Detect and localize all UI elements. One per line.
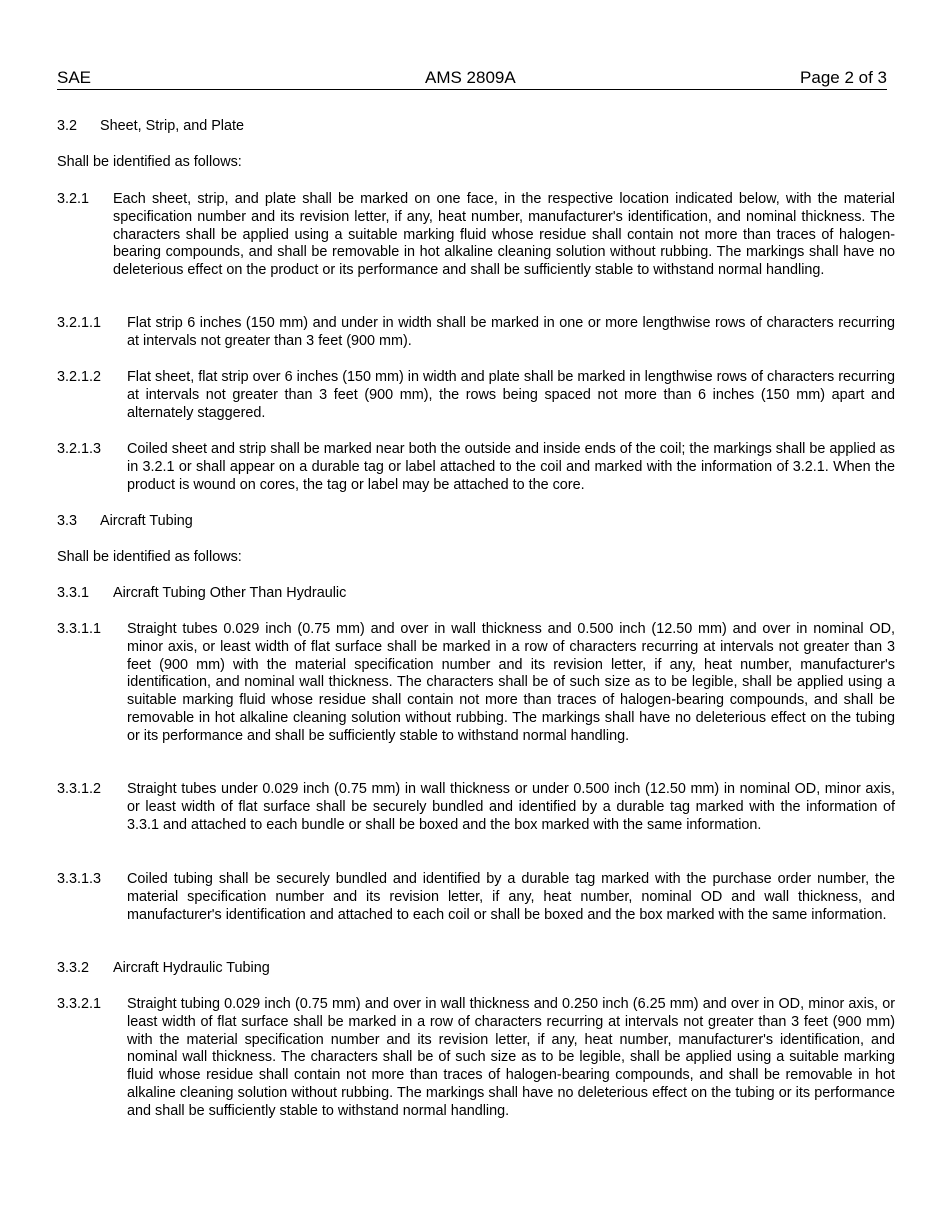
- section-title: Sheet, Strip, and Plate: [100, 118, 244, 134]
- section-heading-3-3: [57, 513, 895, 531]
- paragraph-text: Each sheet, strip, and plate shall be marked on one face, in the respective location indicated below, with the material specification number and its revision letter, if any, heat number, manufacturer's identification, and nominal thickness. The characters shall be applied using a suitable marking fluid whose residue shall contain not more than traces of halogen-bearing compounds, and shall be removable in hot alkaline cleaning solution without rubbing. The markings shall have no deleterious effect on the product or its performance and shall be sufficiently stable to withstand normal handling.: [113, 191, 895, 279]
- paragraph-number: 3.3.1.1: [57, 621, 102, 637]
- paragraph-text: Straight tubes under 0.029 inch (0.75 mm) in wall thickness or under 0.500 inch (12.50 mm) in nominal OD, minor axis, or least width of flat surface shall be securely bundled and identified by a durable tag marked with the information of 3.3.1 and attached to each bundle or shall be boxed and the box marked with the same information.: [127, 781, 895, 833]
- paragraph-3-3-1-2: [57, 781, 895, 834]
- paragraph-text: Shall be identified as follows:: [57, 154, 242, 170]
- paragraph-number: 3.2.1.3: [57, 441, 102, 457]
- paragraph-number: 3.3.1.3: [57, 871, 102, 887]
- paragraph-text: Shall be identified as follows:: [57, 549, 242, 565]
- paragraph-3-3-1-1: [57, 621, 895, 746]
- paragraph-text: Coiled sheet and strip shall be marked near both the outside and inside ends of the coil; the markings shall be applied as in 3.2.1 or shall appear on a durable tag or label attached to the coil and marked with the information of 3.2.1. When the product is wound on cores, the tag or label may be attached to the core.: [127, 441, 895, 493]
- section-number: 3.3.2: [57, 960, 90, 976]
- paragraph-intro: [57, 154, 895, 172]
- paragraph-intro: [57, 549, 895, 567]
- header-page-number: Page 2 of 3: [800, 68, 887, 87]
- paragraph-number: 3.2.1.1: [57, 315, 102, 331]
- section-number: 3.3: [57, 513, 78, 529]
- section-number: 3.2: [57, 118, 78, 134]
- page-header: [57, 68, 887, 90]
- section-number: 3.3.1: [57, 585, 90, 601]
- paragraph-text: Coiled tubing shall be securely bundled and identified by a durable tag marked with the purchase order number, the material specification number and its revision letter, if any, heat number, nominal OD and wall thickness, and manufacturer's identification and attached to each coil or shall be boxed and the box marked with the same information.: [127, 871, 895, 923]
- paragraph-number: 3.2.1: [57, 191, 90, 207]
- section-heading-3-2: [57, 118, 895, 136]
- paragraph-3-2-1-3: [57, 441, 895, 494]
- paragraph-text: Flat sheet, flat strip over 6 inches (150 mm) in width and plate shall be marked in lengthwise rows of characters recurring at intervals not greater than 3 feet (900 mm), the rows being spaced not more than 6 inches (150 mm) apart and alternately staggered.: [127, 369, 895, 421]
- section-heading-3-3-2: [57, 960, 895, 978]
- paragraph-text: Straight tubing 0.029 inch (0.75 mm) and over in wall thickness and 0.250 inch (6.25 mm) and over in OD, minor axis, or least width of flat surface shall be marked in a row of characters recurring at intervals not greater than 3 feet (900 mm) with the material specification number and its revision letter, if any, heat number, manufacturer's identification, and nominal wall thickness. The characters shall be of such size as to be legible, shall be applied using a suitable marking fluid whose residue shall contain not more than traces of halogen-bearing compounds, and shall be removable in hot alkaline cleaning solution without rubbing. The markings shall have no deleterious effect on the tubing or its performance and shall be sufficiently stable to withstand normal handling.: [127, 996, 895, 1119]
- paragraph-3-3-1-3: [57, 871, 895, 924]
- paragraph-number: 3.3.1.2: [57, 781, 102, 797]
- paragraph-3-3-2-1: [57, 996, 895, 1121]
- paragraph-number: 3.3.2.1: [57, 996, 102, 1012]
- section-heading-3-3-1: [57, 585, 895, 603]
- paragraph-number: 3.2.1.2: [57, 369, 102, 385]
- section-title: Aircraft Tubing Other Than Hydraulic: [113, 585, 347, 601]
- paragraph-3-2-1-2: [57, 369, 895, 422]
- header-org: SAE: [57, 68, 92, 87]
- paragraph-text: Straight tubes 0.029 inch (0.75 mm) and over in wall thickness and 0.500 inch (12.50 mm) and over in nominal OD, minor axis, or least width of flat surface shall be marked in a row of characters recurring at intervals not greater than 3 feet (900 mm) with the material specification number and its revision letter, if any, heat number, manufacturer's identification, and nominal wall thickness. The characters shall be of such size as to be legible, shall be applied using a suitable marking fluid whose residue shall contain not more than traces of halogen-bearing compounds, and shall be removable in hot alkaline cleaning solution without rubbing. The markings shall have no deleterious effect on the tubing or its performance and shall be sufficiently stable to withstand normal handling.: [127, 621, 895, 744]
- paragraph-text: Flat strip 6 inches (150 mm) and under in width shall be marked in one or more lengthwise rows of characters recurring at intervals not greater than 3 feet (900 mm).: [127, 315, 895, 349]
- section-title: Aircraft Hydraulic Tubing: [113, 960, 270, 976]
- paragraph-3-2-1: [57, 191, 895, 280]
- paragraph-3-2-1-1: [57, 315, 895, 351]
- header-doc-number: AMS 2809A: [425, 68, 516, 87]
- section-title: Aircraft Tubing: [100, 513, 193, 529]
